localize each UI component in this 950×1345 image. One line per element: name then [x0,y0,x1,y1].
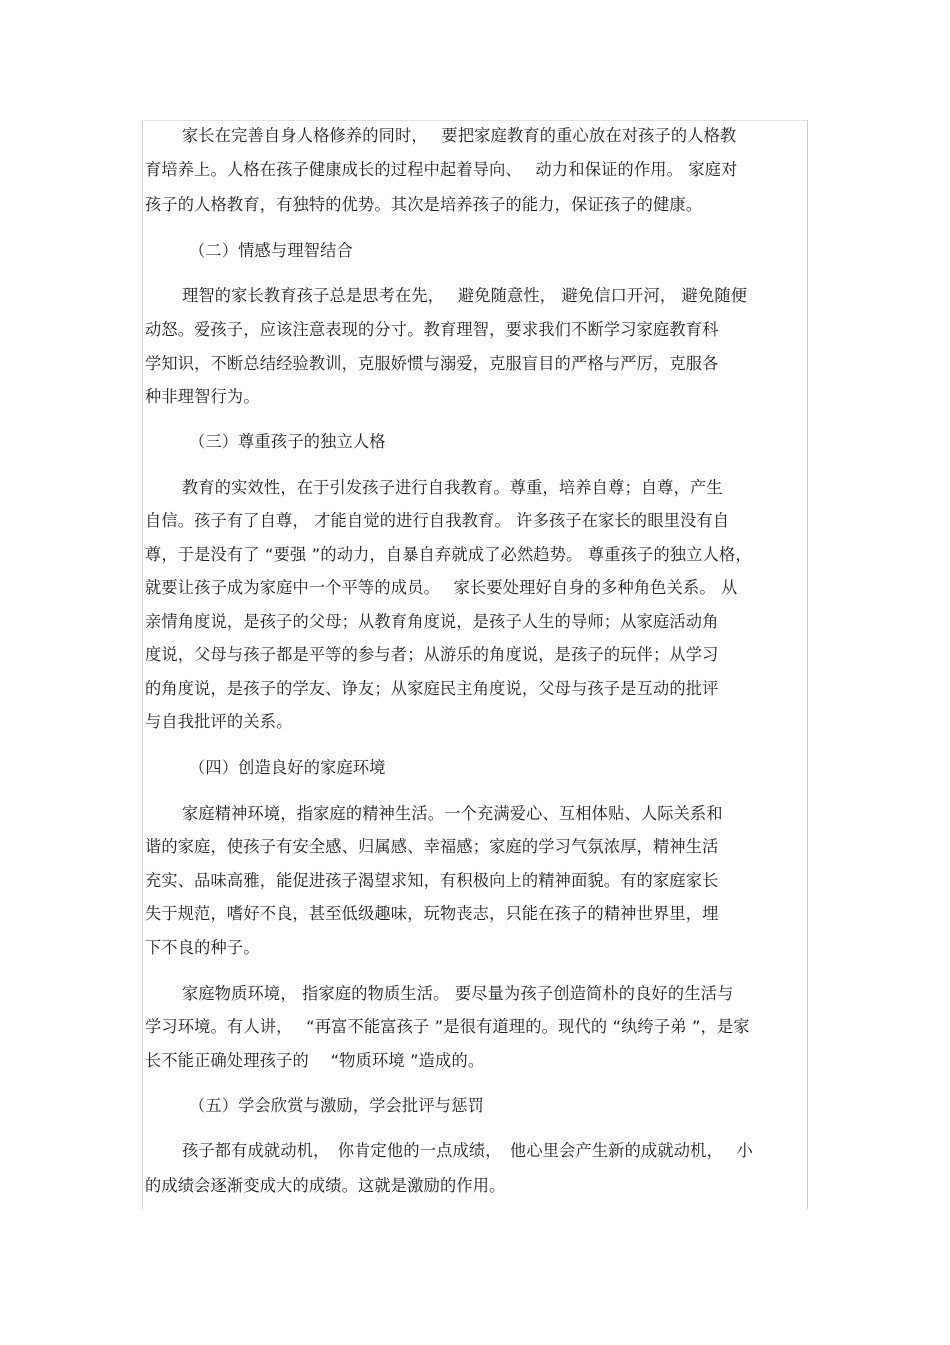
paragraph-line: 理智的家长教育孩子总是思考在先， 避免随意性， 避免信口开河， 避免随便 [182,286,748,305]
section-heading: （三）尊重孩子的独立人格 [189,432,386,451]
paragraph-line: 就要让孩子成为家庭中一个平等的成员。 家长要处理好自身的多种角色关系。 从 [145,578,738,597]
paragraph-line: 种非理智行为。 [145,387,260,406]
paragraph-line: 长不能正确处理孩子的 “物质环境 ”造成的。 [145,1051,485,1070]
paragraph-line: 学习环境。有人讲， “再富不能富孩子 ”是很有道理的。现代的 “纨绔子弟 ”，是家 [145,1017,750,1036]
section-heading: （四）创造良好的家庭环境 [189,758,386,777]
paragraph-line: 充实、品味高雅，能促进孩子渴望求知，有积极向上的精神面貌。有的家庭家长 [145,871,719,890]
section-heading: （二）情感与理智结合 [189,241,353,260]
paragraph-line: 的角度说，是孩子的学友、诤友；从家庭民主角度说，父母与孩子是互动的批评 [145,679,719,698]
paragraph-line: 自信。孩子有了自尊， 才能自觉的进行自我教育。 许多孩子在家长的眼里没有自 [145,511,730,530]
paragraph-line: 与自我批评的关系。 [145,712,293,731]
paragraph-line: 度说，父母与孩子都是平等的参与者；从游乐的角度说，是孩子的玩伴；从学习 [145,645,719,664]
paragraph-line: 下不良的种子。 [145,938,260,957]
paragraph-line: 家庭物质环境， 指家庭的物质生活。 要尽量为孩子创造简朴的良好的生活与 [182,984,734,1003]
paragraph-line: 孩子的人格教育，有独特的优势。其次是培养孩子的能力，保证孩子的健康。 [145,195,703,214]
paragraph-line: 的成绩会逐渐变成大的成绩。这就是激励的作用。 [145,1176,506,1195]
paragraph-line: 教育的实效性，在于引发孩子进行自我教育。尊重，培养自尊；自尊，产生 [182,478,723,497]
paragraph-line: 家庭精神环境，指家庭的精神生活。一个充满爱心、互相体贴、人际关系和 [182,804,723,823]
paragraph-line: 尊，于是没有了 “要强 ”的动力，自暴自弃就成了必然趋势。 尊重孩子的独立人格， [145,545,752,564]
paragraph-line: 失于规范，嗜好不良，甚至低级趣味，玩物丧志，只能在孩子的精神世界里，埋 [145,904,719,923]
paragraph-line: 孩子都有成就动机， 你肯定他的一点成绩， 他心里会产生新的成就动机， 小 [182,1141,753,1160]
paragraph-line: 育培养上。人格在孩子健康成长的过程中起着导向、 动力和保证的作用。 家庭对 [145,160,738,179]
section-heading: （五）学会欣赏与激励，学会批评与惩罚 [189,1096,484,1115]
paragraph-line: 学知识，不断总结经验教训，克服娇惯与溺爱，克服盲目的严格与严厉，克服各 [145,354,719,373]
paragraph-line: 家长在完善自身人格修养的同时， 要把家庭教育的重心放在对孩子的人格教 [182,126,737,145]
paragraph-line: 亲情角度说，是孩子的父母；从教育角度说，是孩子人生的导师；从家庭活动角 [145,612,719,631]
paragraph-line: 动怒。爱孩子，应该注意表现的分寸。教育理智，要求我们不断学习家庭教育科 [145,320,719,339]
paragraph-line: 谐的家庭，使孩子有安全感、归属感、幸福感；家庭的学习气氛浓厚，精神生活 [145,837,719,856]
